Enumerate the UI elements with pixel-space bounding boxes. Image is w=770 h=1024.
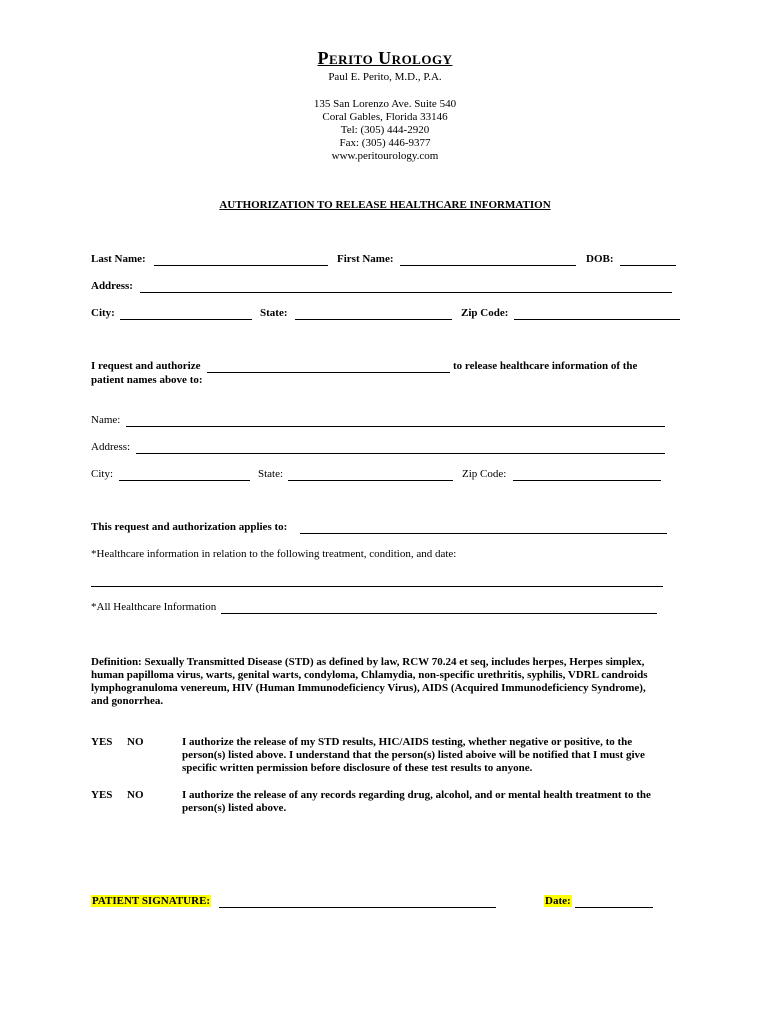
recipient-address-label: Address: bbox=[91, 441, 131, 453]
recipient-name-field[interactable] bbox=[126, 426, 665, 427]
request-line-2: patient names above to: bbox=[91, 374, 203, 386]
consent-std-yes[interactable]: YES bbox=[91, 736, 113, 748]
applies-label: This request and authorization applies to: bbox=[91, 521, 288, 533]
request-suffix: to release healthcare information of the bbox=[453, 360, 638, 372]
city-label: City: bbox=[91, 307, 115, 319]
recipient-zip-label: Zip Code: bbox=[462, 468, 507, 480]
applies-field[interactable] bbox=[300, 533, 667, 534]
consent-std-line-3: specific written permission before disclosure of these test results to anyone. bbox=[182, 762, 533, 774]
definition-line-4: and gonorrhea. bbox=[91, 695, 164, 707]
consent-records-line-1: I authorize the release of any records regarding drug, alcohol, and or mental health treatment to the bbox=[182, 789, 651, 801]
last-name-field[interactable] bbox=[154, 265, 328, 266]
consent-records-no[interactable]: NO bbox=[127, 789, 144, 801]
condition-field[interactable] bbox=[91, 586, 663, 587]
recipient-state-field[interactable] bbox=[288, 480, 453, 481]
definition-line-3: lymphogranuloma venereum, HIV (Human Immunodeficiency Virus), AIDS (Acquired Immunodeficiency Syndrome), bbox=[91, 682, 646, 694]
address-line-1: 135 San Lorenzo Ave. Suite 540 bbox=[313, 98, 457, 110]
first-name-label: First Name: bbox=[337, 253, 394, 265]
all-info-field[interactable] bbox=[221, 613, 657, 614]
state-label: State: bbox=[260, 307, 288, 319]
consent-records-line-2: person(s) listed above. bbox=[182, 802, 287, 814]
doctor-name: Paul E. Perito, M.D., P.A. bbox=[328, 71, 442, 83]
request-prefix: I request and authorize bbox=[91, 360, 201, 372]
address-label: Address: bbox=[91, 280, 133, 292]
all-info-label: *All Healthcare Information bbox=[91, 601, 217, 613]
address-field[interactable] bbox=[140, 292, 672, 293]
patient-signature-label: PATIENT SIGNATURE: bbox=[92, 895, 211, 907]
consent-records-yes[interactable]: YES bbox=[91, 789, 113, 801]
address-line-2: Coral Gables, Florida 33146 bbox=[322, 111, 448, 123]
first-name-field[interactable] bbox=[400, 265, 576, 266]
consent-std-line-2: person(s) listed above. I understand that the person(s) listed aboive will be notified that I must give bbox=[182, 749, 645, 761]
zip-field[interactable] bbox=[514, 319, 680, 320]
dob-field[interactable] bbox=[620, 265, 676, 266]
recipient-address-field[interactable] bbox=[136, 453, 665, 454]
consent-std-no[interactable]: NO bbox=[127, 736, 144, 748]
recipient-city-label: City: bbox=[91, 468, 114, 480]
condition-text: *Healthcare information in relation to the following treatment, condition, and date: bbox=[91, 548, 457, 560]
telephone: Tel: (305) 444-2920 bbox=[340, 124, 430, 136]
form-title: AUTHORIZATION TO RELEASE HEALTHCARE INFORMATION bbox=[219, 199, 551, 211]
definition-line-2: human papilloma virus, warts, genital warts, condyloma, Chlamydia, non-specific urethritis, syphilis, VDRL candroids bbox=[91, 669, 648, 681]
recipient-zip-field[interactable] bbox=[513, 480, 661, 481]
dob-label: DOB: bbox=[586, 253, 614, 265]
recipient-city-field[interactable] bbox=[119, 480, 250, 481]
date-field[interactable] bbox=[575, 907, 653, 908]
state-field[interactable] bbox=[295, 319, 452, 320]
authorized-party-field[interactable] bbox=[207, 372, 450, 373]
recipient-state-label: State: bbox=[258, 468, 284, 480]
consent-std-line-1: I authorize the release of my STD results, HIC/AIDS testing, whether negative or positive, to the bbox=[182, 736, 633, 748]
fax: Fax: (305) 446-9377 bbox=[339, 137, 431, 149]
recipient-name-label: Name: bbox=[91, 414, 121, 426]
practice-name: Perito Urology bbox=[317, 48, 453, 68]
website: www.peritourology.com bbox=[331, 150, 439, 162]
definition-line-1: Definition: Sexually Transmitted Disease (STD) as defined by law, RCW 70.24 et seq, includes herpes, Herpes simplex, bbox=[91, 656, 645, 668]
city-field[interactable] bbox=[120, 319, 252, 320]
patient-signature-field[interactable] bbox=[219, 907, 496, 908]
last-name-label: Last Name: bbox=[91, 253, 146, 265]
zip-label: Zip Code: bbox=[461, 307, 509, 319]
date-label: Date: bbox=[545, 895, 571, 907]
